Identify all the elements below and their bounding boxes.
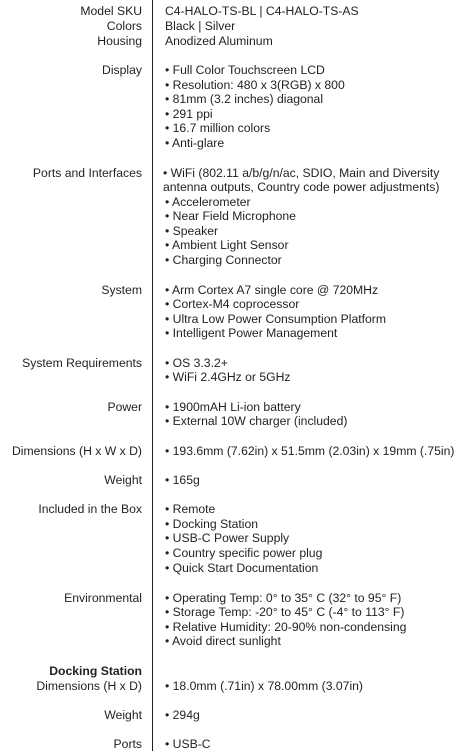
colors-label: Colors <box>106 19 142 33</box>
system-item: • Arm Cortex A7 single core @ 720MHz <box>165 283 379 297</box>
environmental-label: Environmental <box>64 591 142 605</box>
display-item: • Resolution: 480 x 3(RGB) x 800 <box>165 78 345 92</box>
docking-weight-label: Weight <box>104 708 142 722</box>
display-label: Display <box>102 63 142 77</box>
environmental-item: • Avoid direct sunlight <box>165 634 281 648</box>
power-item: • 1900mAH Li-ion battery <box>165 400 301 414</box>
model-sku-value: C4-HALO-TS-BL | C4-HALO-TS-AS <box>165 4 359 18</box>
display-item: • 81mm (3.2 inches) diagonal <box>165 92 324 106</box>
docking-ports-item: • USB-C <box>165 737 211 751</box>
ports-label: Ports and Interfaces <box>32 166 142 180</box>
column-divider <box>152 0 153 751</box>
requirements-item: • OS 3.3.2+ <box>165 356 228 370</box>
housing-value: Anodized Aluminum <box>165 34 273 48</box>
ports-item: • Ambient Light Sensor <box>165 238 289 252</box>
in-box-item: • Country specific power plug <box>165 546 323 560</box>
environmental-item: • Operating Temp: 0° to 35° C (32° to 95° F) <box>165 591 402 605</box>
dimensions-item: • 193.6mm (7.62in) x 51.5mm (2.03in) x 19mm (.75in) <box>165 444 455 458</box>
docking-ports-label: Ports <box>113 737 142 751</box>
requirements-label: System Requirements <box>22 356 142 370</box>
system-item: • Intelligent Power Management <box>165 326 338 340</box>
dimensions-label: Dimensions (H x W x D) <box>11 444 142 458</box>
power-item: • External 10W charger (included) <box>165 414 348 428</box>
display-item: • 16.7 million colors <box>165 121 271 135</box>
colors-value: Black | Silver <box>165 19 236 33</box>
weight-item: • 165g <box>165 473 200 487</box>
docking-station-heading: Docking Station <box>49 664 142 678</box>
requirements-item: • WiFi 2.4GHz or 5GHz <box>165 370 291 384</box>
in-box-item: • USB-C Power Supply <box>165 531 290 545</box>
ports-item: • Accelerometer <box>165 195 251 209</box>
display-item: • Full Color Touchscreen LCD <box>165 63 325 77</box>
display-item: • Anti-glare <box>165 136 225 150</box>
weight-label: Weight <box>104 473 142 487</box>
display-item: • 291 ppi <box>165 107 213 121</box>
housing-label: Housing <box>97 34 142 48</box>
system-label: System <box>101 283 142 297</box>
environmental-item: • Relative Humidity: 20-90% non-condensing <box>165 620 407 634</box>
power-label: Power <box>107 400 142 414</box>
ports-item: • Speaker <box>165 224 219 238</box>
docking-dimensions-label: Dimensions (H x D) <box>36 679 142 693</box>
ports-item: • Near Field Microphone <box>165 209 296 223</box>
in-box-item: • Docking Station <box>165 517 259 531</box>
system-item: • Ultra Low Power Consumption Platform <box>165 312 387 326</box>
ports-item-continued: antenna outputs, Country code power adjustments) <box>163 180 440 194</box>
docking-weight-item: • 294g <box>165 708 200 722</box>
model-sku-label: Model SKU <box>80 4 142 18</box>
in-box-label: Included in the Box <box>38 502 142 516</box>
in-box-item: • Quick Start Documentation <box>165 561 319 575</box>
ports-item: • Charging Connector <box>165 253 282 267</box>
system-item: • Cortex-M4 coprocessor <box>165 297 300 311</box>
in-box-item: • Remote <box>165 502 216 516</box>
environmental-item: • Storage Temp: -20° to 45° C (-4° to 113° F) <box>165 605 405 619</box>
docking-dimensions-item: • 18.0mm (.71in) x 78.00mm (3.07in) <box>165 679 363 693</box>
ports-item: • WiFi (802.11 a/b/g/n/ac, SDIO, Main and Diversity <box>163 166 440 180</box>
